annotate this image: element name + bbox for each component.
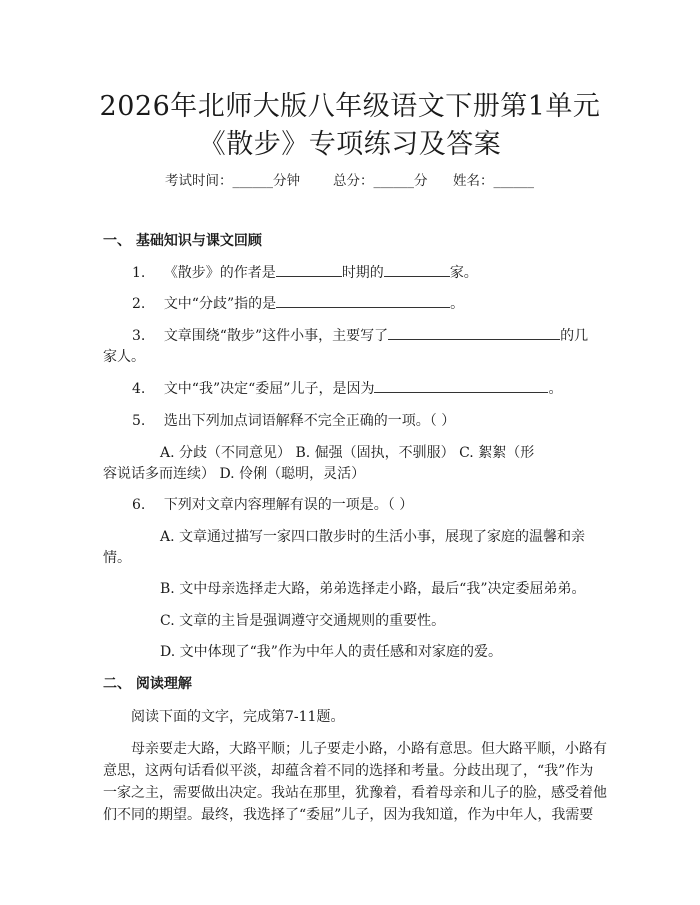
answer-blank[interactable] xyxy=(374,378,548,393)
question-number: 2. xyxy=(132,296,146,312)
question-3 xyxy=(132,325,588,345)
question-2-text-a: 文中“分歧”指的是 xyxy=(163,296,277,312)
question-1 xyxy=(132,262,478,282)
section-2-heading: 二、 阅读理解 xyxy=(103,676,192,692)
question-1-text-c: 家。 xyxy=(449,265,478,281)
question-6-option-b: B. 文中母亲选择走大路，弟弟选择走小路，最后“我”决定委屈弟弟。 xyxy=(160,581,586,597)
passage-line: 意思，这两句话看似平淡，却蕴含着不同的选择和考量。分歧出现了，“我”作为 xyxy=(103,763,594,779)
question-3-text-a: 文章围绕“散步”这件小事，主要写了 xyxy=(163,328,389,344)
question-5-text: 选出下列加点词语解释不完全正确的一项。（ ） xyxy=(163,413,456,429)
answer-blank[interactable] xyxy=(276,293,450,308)
question-6-option-c: C. 文章的主旨是强调遵守交通规则的重要性。 xyxy=(160,613,446,629)
exam-time-field: 考试时间：______分钟 xyxy=(165,173,300,189)
question-4 xyxy=(132,378,562,398)
question-2 xyxy=(132,293,464,313)
name-field: 姓名：______ xyxy=(453,173,534,189)
total-score-field: 总分：______分 xyxy=(333,173,428,189)
answer-blank[interactable] xyxy=(276,262,342,277)
question-5-options-line-1: A. 分歧（不同意见） B. 倔强（固执，不驯服） C. 絮絮（形 xyxy=(160,445,535,461)
question-5 xyxy=(132,410,455,430)
question-4-text-b: 。 xyxy=(548,381,563,397)
question-number: 6. xyxy=(132,497,146,513)
question-number: 4. xyxy=(132,381,146,397)
question-6-text: 下列对文章内容理解有误的一项是。（ ） xyxy=(163,497,414,513)
question-4-text-a: 文中“我”决定“委屈”儿子，是因为 xyxy=(163,381,375,397)
question-6-option-a-line-2: 情。 xyxy=(103,550,131,566)
answer-blank[interactable] xyxy=(388,325,560,340)
question-1-text-a: 《散步》的作者是 xyxy=(163,265,276,281)
question-2-text-b: 。 xyxy=(450,296,465,312)
page-title-line-1: 2026年北师大版八年级语文下册第1单元 xyxy=(99,91,601,122)
answer-blank[interactable] xyxy=(384,262,450,277)
passage-line: 一家之主，需要做出决定。我站在那里，犹豫着，看着母亲和儿子的脸，感受着他 xyxy=(103,785,607,801)
passage-line: 们不同的期望。最终，我选择了“委屈”儿子，因为我知道，作为中年人，我需要 xyxy=(103,807,594,823)
question-6 xyxy=(132,494,413,514)
question-number: 1. xyxy=(132,265,146,281)
question-number: 3. xyxy=(132,328,146,344)
question-1-text-b: 时期的 xyxy=(341,265,384,281)
page-title-line-2: 《散步》专项练习及答案 xyxy=(198,129,502,160)
question-5-options-line-2: 容说话多而连续） D. 伶俐（聪明，灵活） xyxy=(103,466,366,482)
question-3-continuation: 家人。 xyxy=(103,349,145,365)
question-6-option-d: D. 文中体现了“我”作为中年人的责任感和对家庭的爱。 xyxy=(160,644,502,660)
question-3-text-b: 的几 xyxy=(560,328,589,344)
section-1-heading: 一、 基础知识与课文回顾 xyxy=(103,233,262,249)
question-number: 5. xyxy=(132,413,146,429)
passage-line: 母亲要走大路，大路平顺；儿子要走小路，小路有意思。但大路平顺，小路有 xyxy=(131,741,607,757)
question-6-option-a-line-1: A. 文章通过描写一家四口散步时的生活小事，展现了家庭的温馨和亲 xyxy=(160,529,586,545)
reading-intro: 阅读下面的文字，完成第7-11题。 xyxy=(131,709,345,725)
